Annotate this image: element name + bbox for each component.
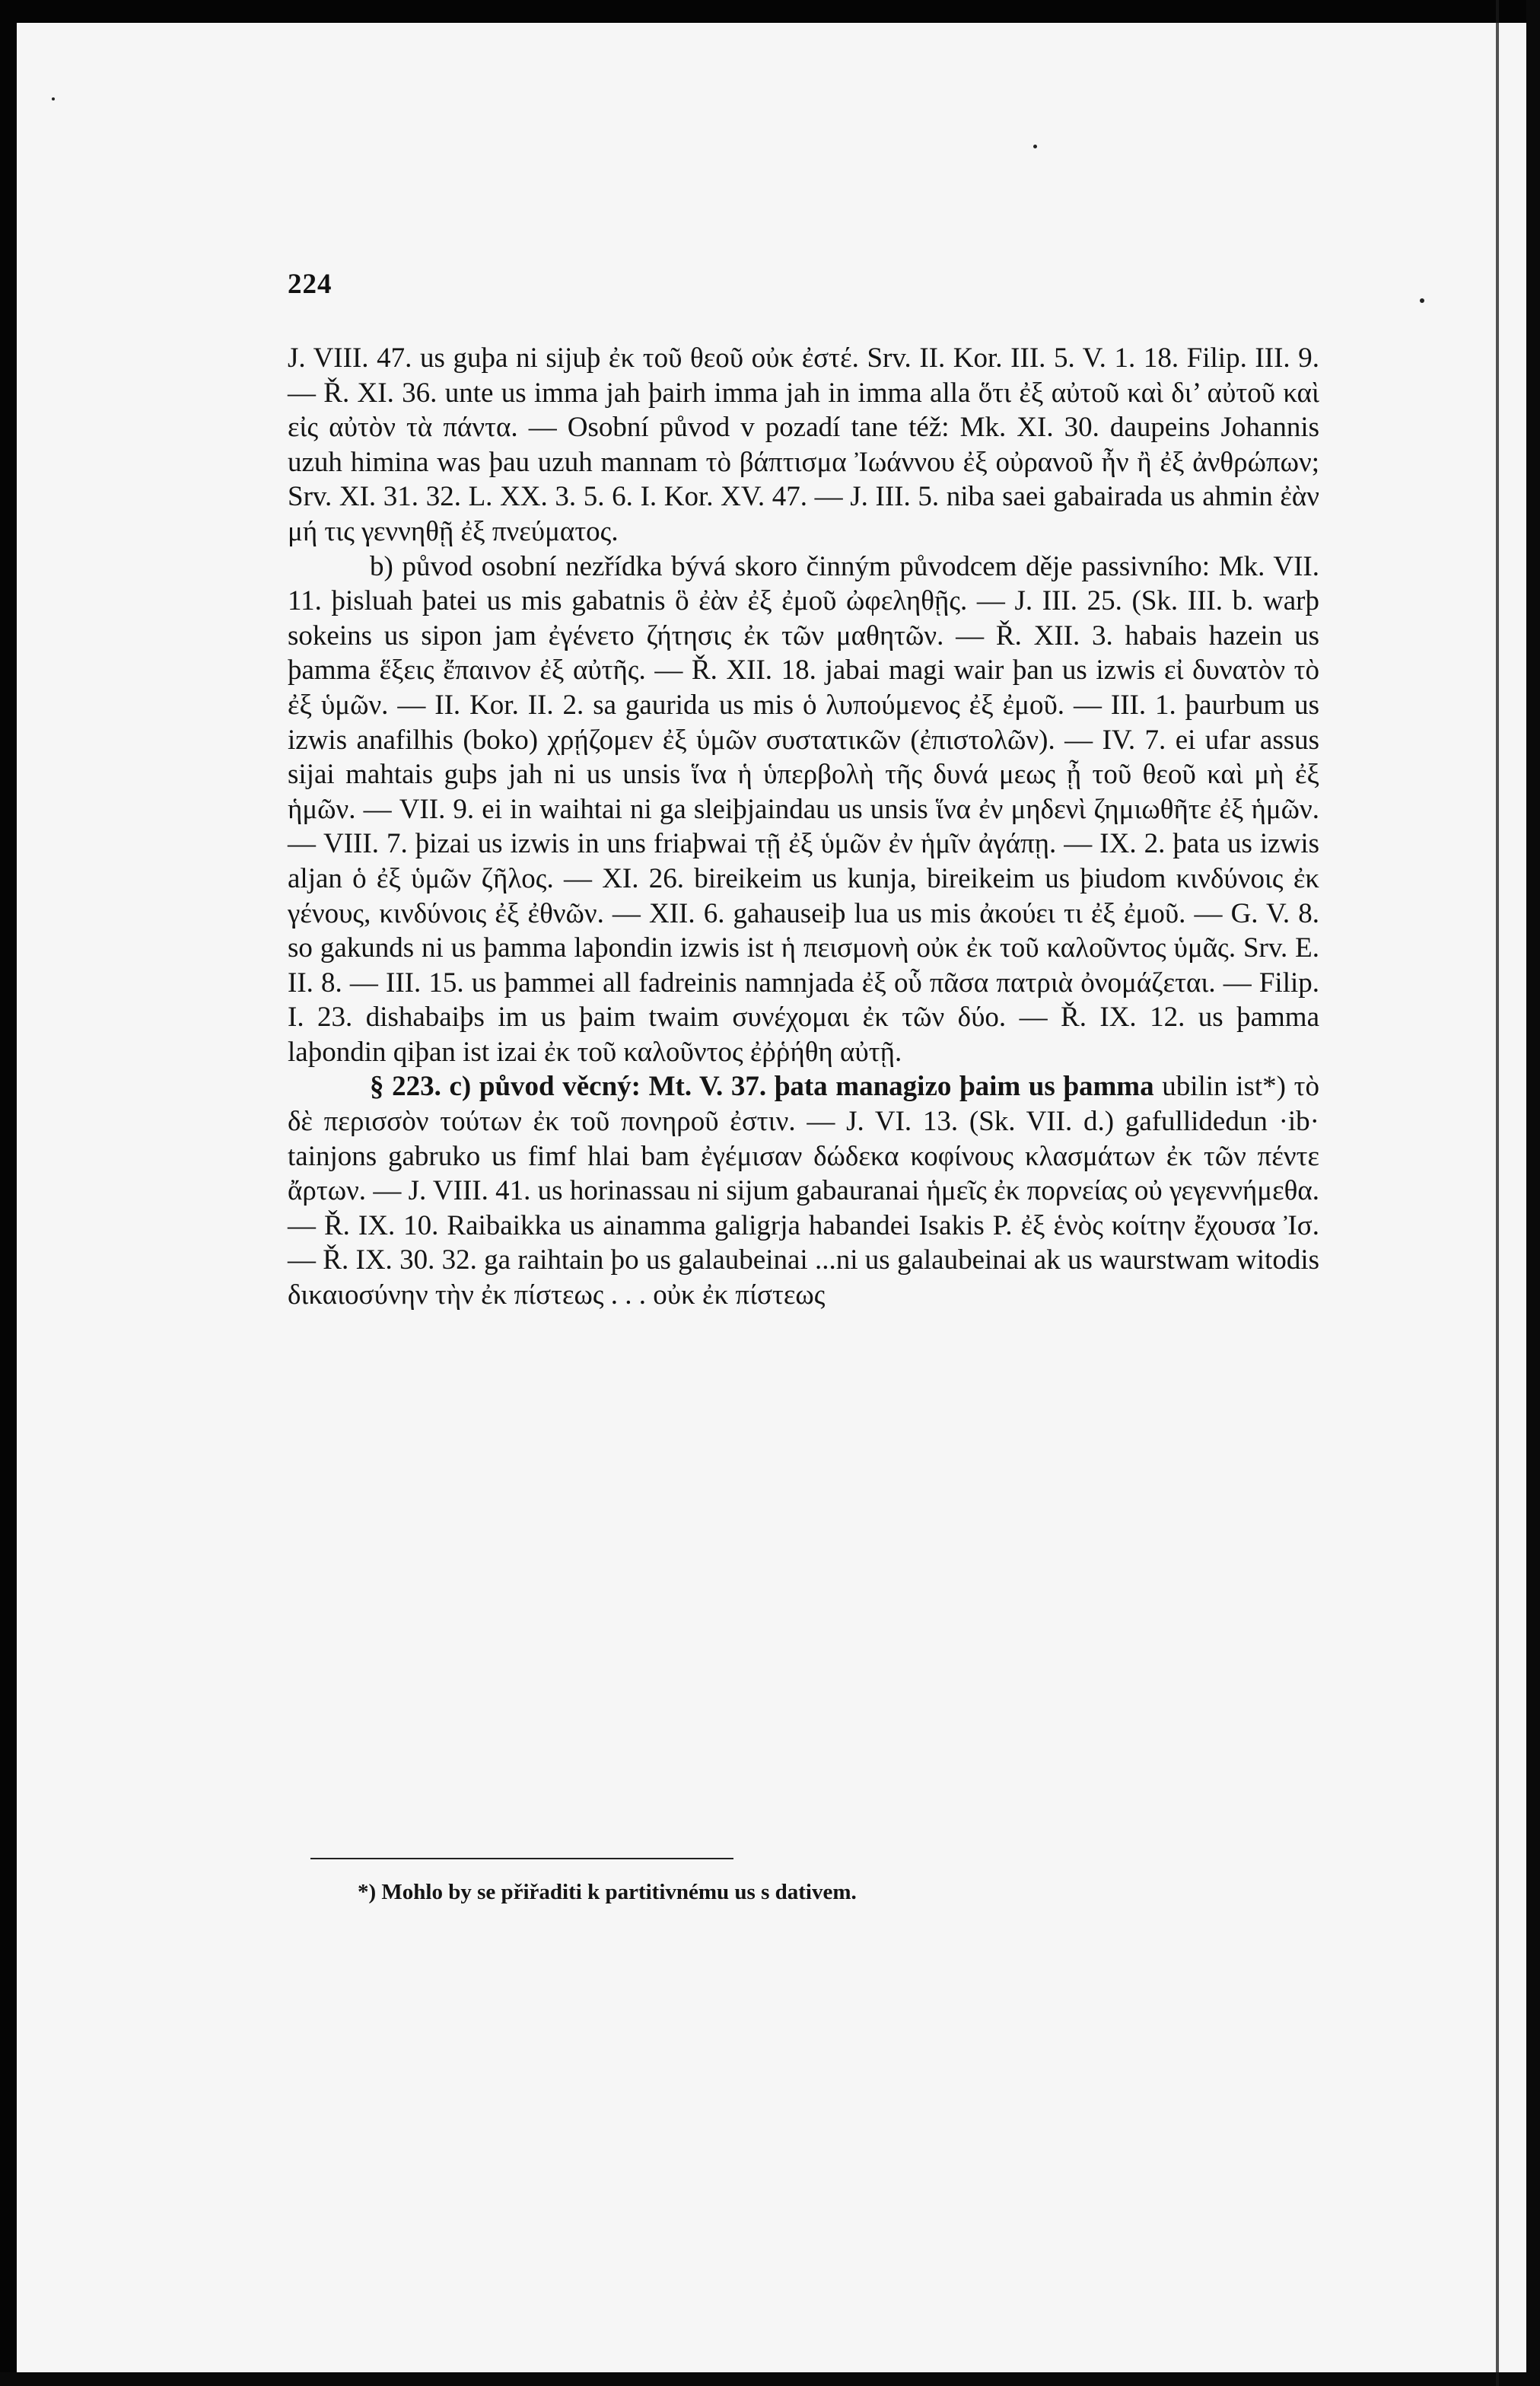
scan-page-edge [1496, 0, 1499, 2386]
text-line: assus sijai mahtais guþs jah ni us unsis ἵνα ἡ ὑπερβολὴ τῆς δυνά [288, 724, 1320, 791]
text-line: μή τις γεννηθῇ ἐξ πνεύματος. [288, 515, 619, 547]
body-text [288, 341, 1319, 1313]
text-line: 12. us þamma laþondin qiþan ist izai ἐκ τοῦ καλοῦντος ἐῤῥήθη [288, 1002, 1320, 1068]
paragraph-b [288, 550, 1319, 1070]
text-line: VI. 13. (Sk. VII. d.) gafullidedun ·ib· tainjons gabruko us fimf hlai [288, 1106, 1319, 1172]
text-line: III. 5. V. 1. 18. Filip. III. 9. — Ř. XI. 36. unte us imma jah þairh [288, 342, 1319, 409]
section-223-line: § 223. c) původ věcný: Mt. V. 37. þata managizo þaim us þamma [370, 1071, 1154, 1103]
text-line: raihtain þo us galaubeinai ...ni us galaubeinai ak us [517, 1244, 1093, 1276]
text-line: kunja, bireikeim us þiudom κινδύνοις ἐκ γένους, κινδύνοις ἐξ [288, 862, 1320, 929]
text-line: þan us izwis εἰ δυνατὸν τὸ ἐξ ὑμῶν. — II. Kor. II. 2. sa gaurida [288, 655, 1320, 721]
scan-border-bottom [0, 2372, 1540, 2386]
text-line: passivního: Mk. VII. 11. þisluah þatei us mis gabatnis ὃ ἐὰν ἐξ [288, 550, 1320, 617]
text-line: sleiþjaindau us unsis ἵνα ἐν μηδενὶ ζημιωθῆτε ἐξ ἡμῶν. — VIII. 7. [288, 793, 1319, 860]
paragraph-223 [288, 1069, 1319, 1312]
text-line: bam ἐγέμισαν δώδεκα κοφίνους κλασμάτων ἐκ τῶν πέντε ἄρτων. — [288, 1140, 1319, 1207]
scan-speck [52, 97, 55, 100]
text-line: ἐμοῦ ὠφεληθῇς. — J. III. 25. (Sk. III. b. warþ sokeins us sipon [288, 585, 1319, 651]
scan-speck [1033, 145, 1037, 148]
scan-speck [1420, 298, 1424, 303]
text-line: αὐτῇ. [840, 1036, 902, 1068]
text-line: habandei Isakis P. ἐξ ἑνὸς κοίτην ἔχουσα Ἰσ. — Ř. IX. 30. 32. ga [288, 1209, 1319, 1276]
text-line: us þamma ἕξεις ἔπαινον ἐξ αὐτῆς. — Ř. XII. 18. jabai magi wair [288, 620, 1319, 686]
text-line: imma jah in imma alla ὅτι ἐξ αὐτοῦ καὶ δι’ αὐτοῦ καὶ εἰς αὐτὸν τὰ [288, 377, 1319, 444]
text-line: jam ἐγένετο ζήτησις ἐκ τῶν μαθητῶν. — Ř. XII. 3. habais hazein [494, 620, 1283, 651]
text-line: us mis ὁ λυπούμενος ἐξ ἐμοῦ. — III. 1. þaurbum us izwis anafilhis [288, 689, 1320, 756]
text-line: Johannis uzuh himina was þau uzuh mannam τὸ βάπτισμα [288, 412, 1320, 478]
text-line: V. 8. so gakunds ni us þamma laþondin izwis ist ἡ πεισμονὴ [288, 897, 1319, 964]
text-line: J. VIII. 47. us guþa ni sijuþ ἐκ τοῦ θεοῦ οὐκ ἐστέ. Srv. II. Kor. [288, 342, 1003, 374]
text-line: οὐ γεγεννήμεθα. — Ř. IX. 10. Raibaikka us ainamma galigrja [288, 1175, 1320, 1241]
text-line: fadreinis namnjada ἐξ οὗ πᾶσα πατριὰ ὀνομάζεται. — Filip. I. 23. [288, 967, 1320, 1034]
scan-border-right [1526, 0, 1540, 2386]
text-line: ἐθνῶν. — XII. 6. gahauseiþ lua us mis ἀκούει τι ἐξ ἐμοῦ. — G. [527, 897, 1258, 929]
text-line: b) původ osobní nezřídka bývá skoro činným původcem děje [370, 550, 1073, 582]
footnote: *) Mohlo by se přiřaditi k partitivnému us s dativem. [358, 1880, 857, 1904]
scan-border-left [0, 0, 17, 2386]
page-number: 224 [288, 269, 332, 300]
text-line: 2. þata us izwis aljan ὁ ἐξ ὑμῶν ζῆλος. — XI. 26. bireikeim us [288, 828, 1320, 894]
text-line: (boko) χρῄζομεν ἐξ ὑμῶν συστατικῶν (ἐπιστολῶν). — IV. 7. ei ufar [463, 724, 1251, 756]
text-line: dishabaiþs im us þaim twaim συνέχομαι ἐκ τῶν δύο. — Ř. IX. [365, 1002, 1137, 1034]
footnote-rule [310, 1858, 733, 1859]
text-line: Ἰωάννου ἐξ οὐρανοῦ ἦν ἢ ἐξ ἀνθρώπων; Srv. XI. 31. 32. L. XX. 3. [288, 446, 1319, 513]
text-line: ubilin ist*) τὸ δὲ περισσὸν τούτων ἐκ τοῦ πονηροῦ ἐστιν. — J. [288, 1071, 1319, 1138]
text-line: J. VIII. 41. us horinassau ni sijum gabauranai ἡμεῖς ἐκ πορνείας [408, 1175, 1128, 1207]
scan-border-top [0, 0, 1540, 23]
text-line: waurstwam witodis δικαιοσύνην τὴν ἐκ πίστεως . . . οὐκ ἐκ πίστεως [288, 1244, 1319, 1311]
text-line: þizai us izwis in uns friaþwai τῇ ἐξ ὑμῶν ἐν ἡμῖν ἀγάπῃ. — IX. [415, 828, 1137, 860]
text-line: μεως ᾖ τοῦ θεοῦ καὶ μὴ ἐξ ἡμῶν. — VII. 9. ei in waihtai ni ga [288, 759, 1320, 825]
paragraph-main [288, 341, 1319, 550]
text-line: οὐκ ἐκ τοῦ καλοῦντος ὑμᾶς. Srv. E. II. 8. — III. 15. us þammei all [288, 932, 1319, 999]
text-line: πάντα. — Osobní původ v pozadí tane též: Mk. XI. 30. daupeins [443, 412, 1211, 444]
text-line: 5. 6. I. Kor. XV. 47. — J. III. 5. niba saei gabairada us ahmin ἐὰν [583, 481, 1319, 513]
